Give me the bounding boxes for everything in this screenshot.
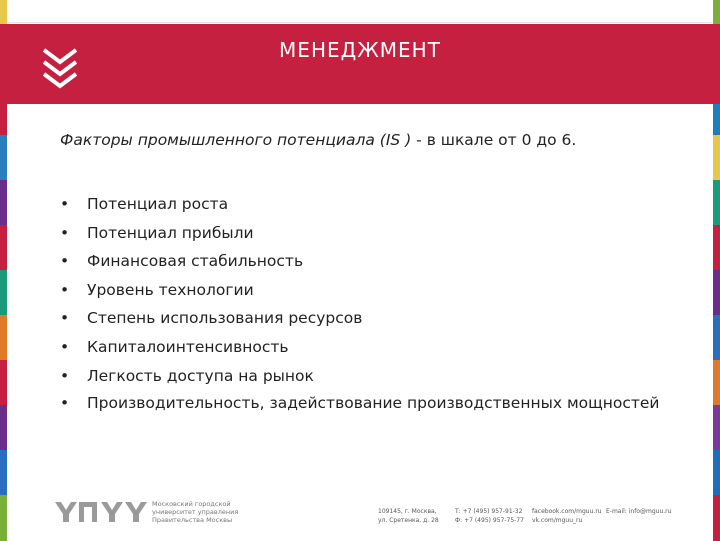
bullet-icon: • (60, 309, 70, 328)
footer-university-name: Московский городской университет управления Правительства Москвы (152, 500, 239, 524)
color-stripe-segment (713, 450, 720, 496)
color-stripe-segment (0, 135, 7, 181)
footer-address: 109145, г. Москва, ул. Сретенка, д. 28 (378, 508, 439, 524)
color-stripe-segment (0, 270, 7, 316)
list-item: • Уровень технологии (60, 276, 660, 305)
color-stripe-segment (713, 360, 720, 406)
color-stripe-segment (0, 315, 7, 361)
factor-list (60, 190, 660, 416)
color-stripe-segment (0, 405, 7, 451)
color-stripe-segment (713, 405, 720, 451)
footer (0, 495, 720, 540)
color-stripe-segment (0, 450, 7, 496)
subtitle-rest-part: - в шкале от 0 до 6. (411, 131, 577, 149)
slide-title: МЕНЕДЖМЕНТ (279, 38, 441, 62)
footer-social-links: facebook.com/mguu.ru vk.com/mguu_ru (532, 508, 602, 524)
color-stripe-segment (0, 180, 7, 226)
color-stripe-segment (713, 270, 720, 316)
list-item: • Потенциал прибыли (60, 219, 660, 248)
slide-subtitle (60, 131, 576, 149)
bullet-icon: • (60, 280, 70, 299)
footer-email: E-mail: info@mguu.ru (606, 508, 672, 515)
color-stripe-segment (0, 360, 7, 406)
list-item: • Производительность, задействование производственных мощностей (60, 390, 660, 416)
list-item: • Потенциал роста (60, 190, 660, 219)
subtitle-italic-part: Факторы промышленного потенциала (IS ) (60, 131, 412, 149)
color-stripe-segment (0, 225, 7, 271)
list-item: • Степень использования ресурсов (60, 304, 660, 333)
university-logo-icon (55, 500, 147, 524)
color-stripe-segment (713, 225, 720, 271)
bullet-icon: • (60, 195, 70, 213)
color-stripe-segment (713, 180, 720, 226)
bullet-icon: • (60, 337, 70, 356)
header-bar (0, 24, 720, 104)
bullet-icon: • (60, 223, 70, 242)
color-stripe-segment (713, 315, 720, 361)
list-item: • Капиталоинтенсивность (60, 333, 660, 362)
color-stripe-segment (713, 135, 720, 181)
bullet-icon: • (60, 366, 70, 385)
bullet-icon: • (60, 394, 70, 413)
footer-phones: Т: +7 (495) 957-91-32 Ф: +7 (495) 957-75-77 (455, 508, 524, 524)
list-item: • Легкость доступа на рынок (60, 362, 660, 391)
bullet-icon: • (60, 252, 70, 271)
list-item: • Финансовая стабильность (60, 247, 660, 276)
top-band (7, 0, 713, 23)
